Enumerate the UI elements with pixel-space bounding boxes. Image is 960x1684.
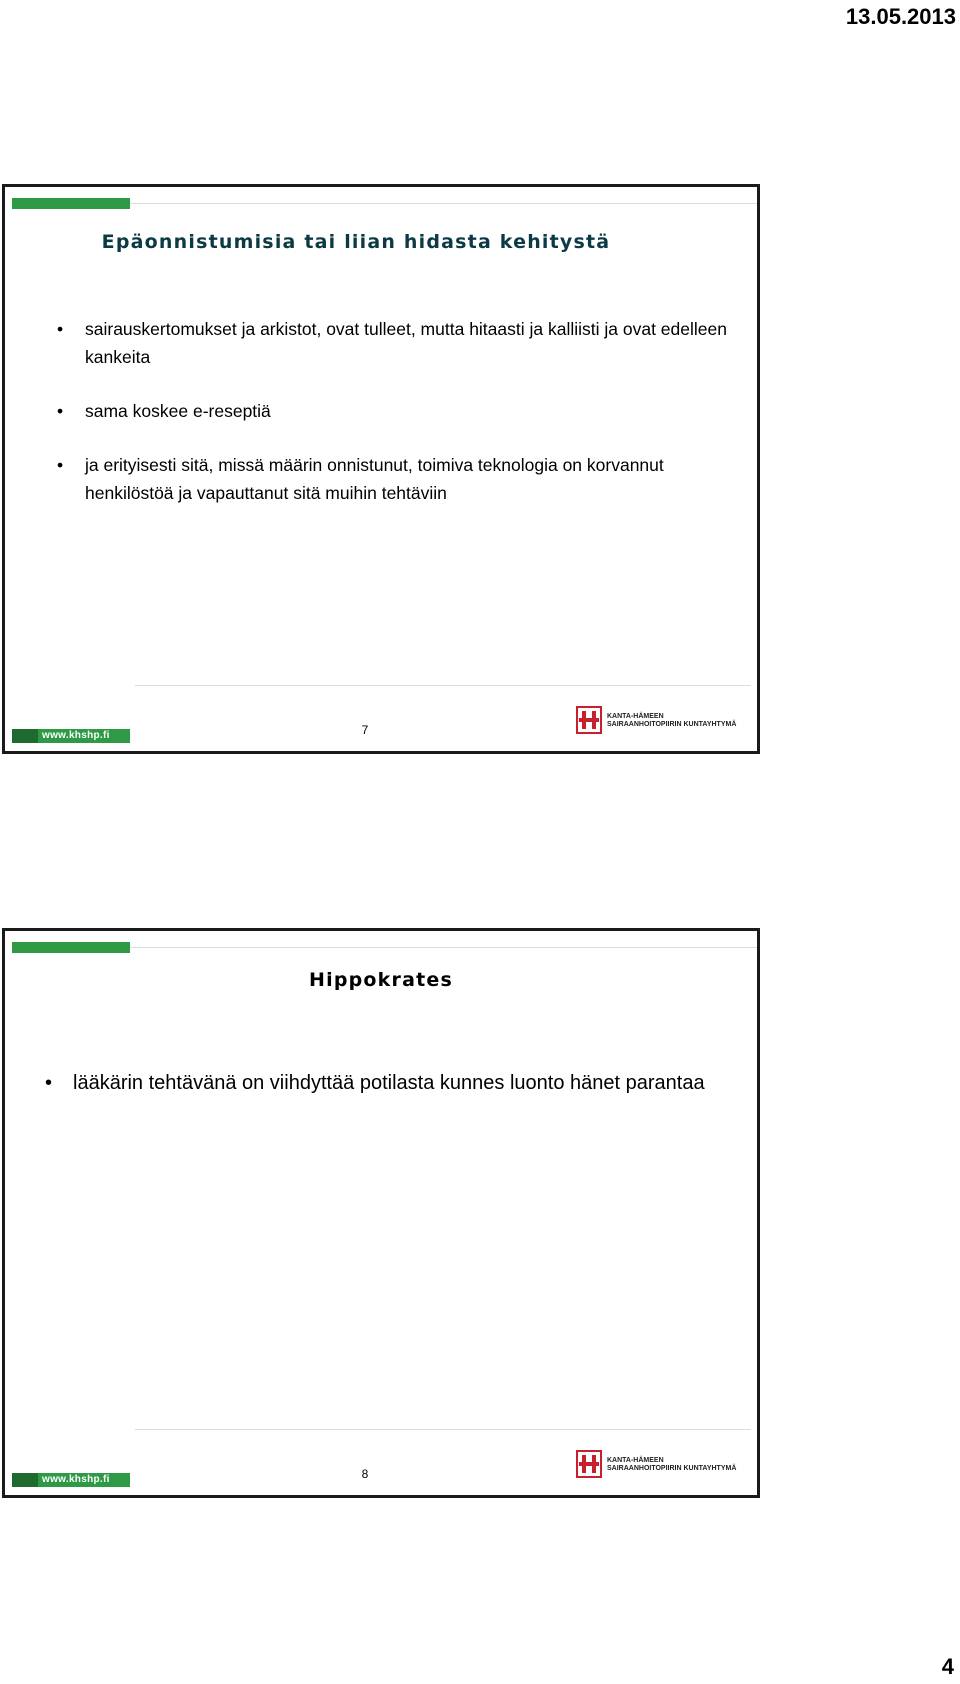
footer-url: www.khshp.fi [42, 1474, 110, 1485]
slide-7 [2, 184, 760, 754]
slide-number: 8 [361, 1467, 369, 1481]
footer-url-bar [12, 1473, 130, 1487]
bullet-list [57, 315, 737, 533]
logo-text [607, 713, 736, 729]
slide-top-accent-bar [12, 198, 130, 209]
bullet-item: • sama koskee e-reseptiä [57, 397, 737, 425]
logo-line-2: SAIRAANHOITOPIIRIN KUNTAYHTYMÄ [607, 721, 737, 728]
footer-url: www.khshp.fi [42, 730, 110, 741]
page-number: 4 [941, 1654, 954, 1679]
organization-logo [575, 705, 745, 735]
bullet-list [45, 1067, 745, 1099]
bullet-item: • sairauskertomukset ja arkistot, ovat tulleet, mutta hitaasti ja kalliisti ja ovat edelleen kankeita [57, 315, 737, 371]
khshp-hospital-logo-icon [575, 1449, 603, 1479]
footer-bar-dark-segment [12, 1473, 38, 1487]
slide-title: Epäonnistumisia tai liian hidasta kehitystä [101, 231, 611, 253]
slide-footer-divider [135, 685, 751, 686]
slide-8 [2, 928, 760, 1498]
bullet-item: • ja erityisesti sitä, missä määrin onnistunut, toimiva teknologia on korvannut henkilöstöä ja vapauttanut sitä muihin tehtäviin [57, 451, 737, 507]
footer-url-bar [12, 729, 130, 743]
logo-text [607, 1457, 736, 1473]
slide-top-accent-bar [12, 942, 130, 953]
khshp-hospital-logo-icon [575, 705, 603, 735]
organization-logo [575, 1449, 745, 1479]
logo-line-1: KANTA-HÄMEEN [607, 713, 664, 720]
slide-number: 7 [361, 723, 369, 737]
footer-bar-dark-segment [12, 729, 38, 743]
page-date: 13.05.2013 [845, 4, 956, 29]
bullet-item: • lääkärin tehtävänä on viihdyttää potilasta kunnes luonto hänet parantaa [45, 1067, 745, 1099]
logo-line-2: SAIRAANHOITOPIIRIN KUNTAYHTYMÄ [607, 1465, 737, 1472]
slide-title: Hippokrates [309, 969, 453, 991]
logo-line-1: KANTA-HÄMEEN [607, 1457, 664, 1464]
slide-top-divider [130, 947, 757, 948]
slide-footer-divider [135, 1429, 751, 1430]
slide-top-divider [130, 203, 757, 204]
